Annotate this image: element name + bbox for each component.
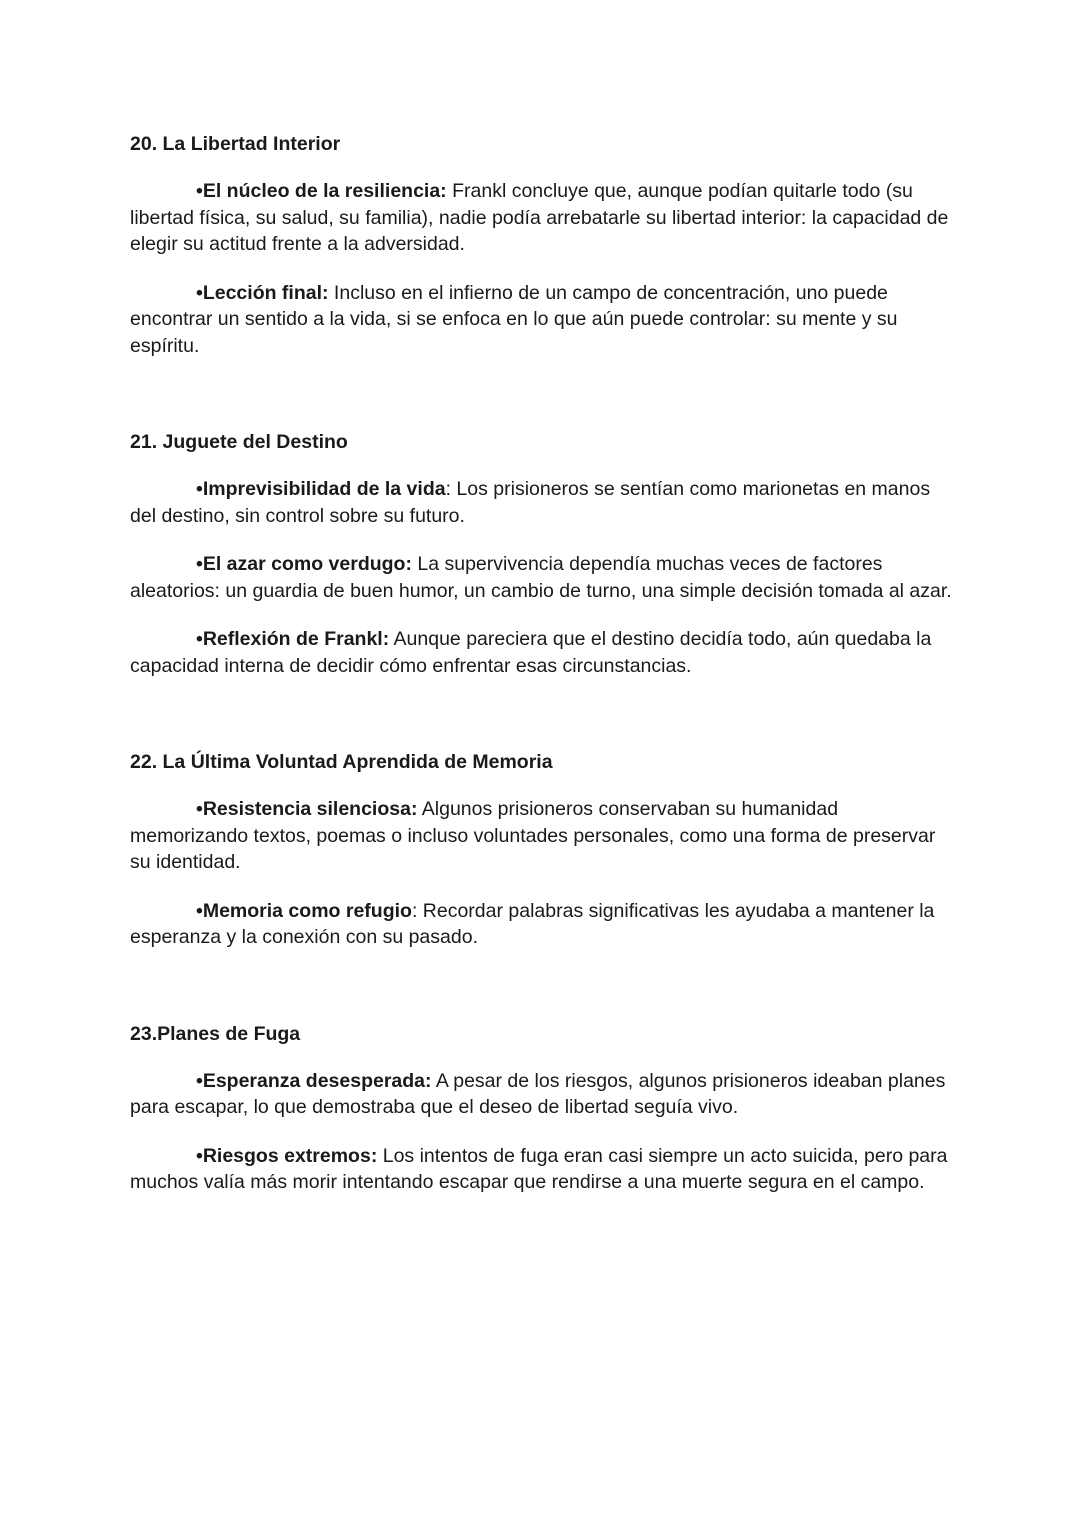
bullet-text: : Los prisioneros se sentían como marionetas en manos del destino, sin control sobre su futuro. — [130, 478, 931, 527]
bullet-text: Frankl concluye que, aunque podían quitarle todo (su libertad física, su salud, su familia), nadie podía arrebatarle su libertad interior: la capacidad de elegir su actitud frente a la adversidad. — [130, 180, 949, 255]
bullet-text: La supervivencia dependía muchas veces de factores aleatorios: un guardia de buen humor, un cambio de turno, una simple decisión tomada al azar. — [130, 553, 952, 602]
bullet-item — [130, 476, 960, 529]
bullet-label: •Riesgos extremos: — [196, 1144, 378, 1167]
bullet-label: •Memoria como refugio — [196, 899, 412, 922]
section-ultima-voluntad — [130, 749, 960, 951]
section-heading: 21. Juguete del Destino — [130, 431, 348, 453]
section-libertad-interior — [130, 131, 960, 359]
bullet-text: Aunque pareciera que el destino decidía todo, aún quedaba la capacidad interna de decidir cómo enfrentar esas circunstancias. — [130, 628, 932, 677]
bullet-label: •El núcleo de la resiliencia: — [196, 180, 447, 202]
section-planes-fuga — [130, 1021, 960, 1196]
section-heading: 20. La Libertad Interior — [130, 133, 341, 155]
bullet-item — [130, 551, 960, 604]
bullet-text: A pesar de los riesgos, algunos prisioneros ideaban planes para escapar, lo que demostraba que el deseo de libertad seguía vivo. — [130, 1069, 946, 1118]
bullet-item — [130, 178, 960, 258]
bullet-label: •Resistencia silenciosa: — [196, 798, 418, 820]
bullet-text: Algunos prisioneros conservaban su humanidad memorizando textos, poemas o incluso voluntades personales, como una forma de preservar su identidad. — [130, 798, 936, 873]
bullet-text: Incluso en el infierno de un campo de concentración, uno puede encontrar un sentido a la vida, si se enfoca en lo que aún puede controlar: su mente y su espíritu. — [130, 281, 898, 357]
document-page — [130, 131, 960, 1196]
bullet-item — [130, 626, 960, 679]
bullet-item — [130, 1143, 960, 1196]
bullet-label: •El azar como verdugo: — [196, 553, 412, 575]
bullet-label: •Esperanza desesperada: — [196, 1069, 432, 1092]
bullet-label: •Lección final: — [196, 281, 329, 304]
bullet-text: : Recordar palabras significativas les ayudaba a mantener la esperanza y la conexión con su pasado. — [130, 899, 935, 948]
bullet-item — [130, 796, 960, 876]
bullet-text: Los intentos de fuga eran casi siempre un acto suicida, pero para muchos valía más morir intentando escapar que rendirse a una muerte segura en el campo. — [130, 1144, 948, 1193]
bullet-label: •Reflexión de Frankl: — [196, 628, 390, 650]
section-heading: 23.Planes de Fuga — [130, 1022, 301, 1045]
section-heading: 22. La Última Voluntad Aprendida de Memoria — [130, 751, 553, 773]
section-juguete-destino — [130, 429, 960, 679]
bullet-item — [130, 280, 960, 360]
bullet-label: •Imprevisibilidad de la vida — [196, 478, 446, 500]
bullet-item — [130, 1068, 960, 1121]
bullet-item — [130, 898, 960, 951]
